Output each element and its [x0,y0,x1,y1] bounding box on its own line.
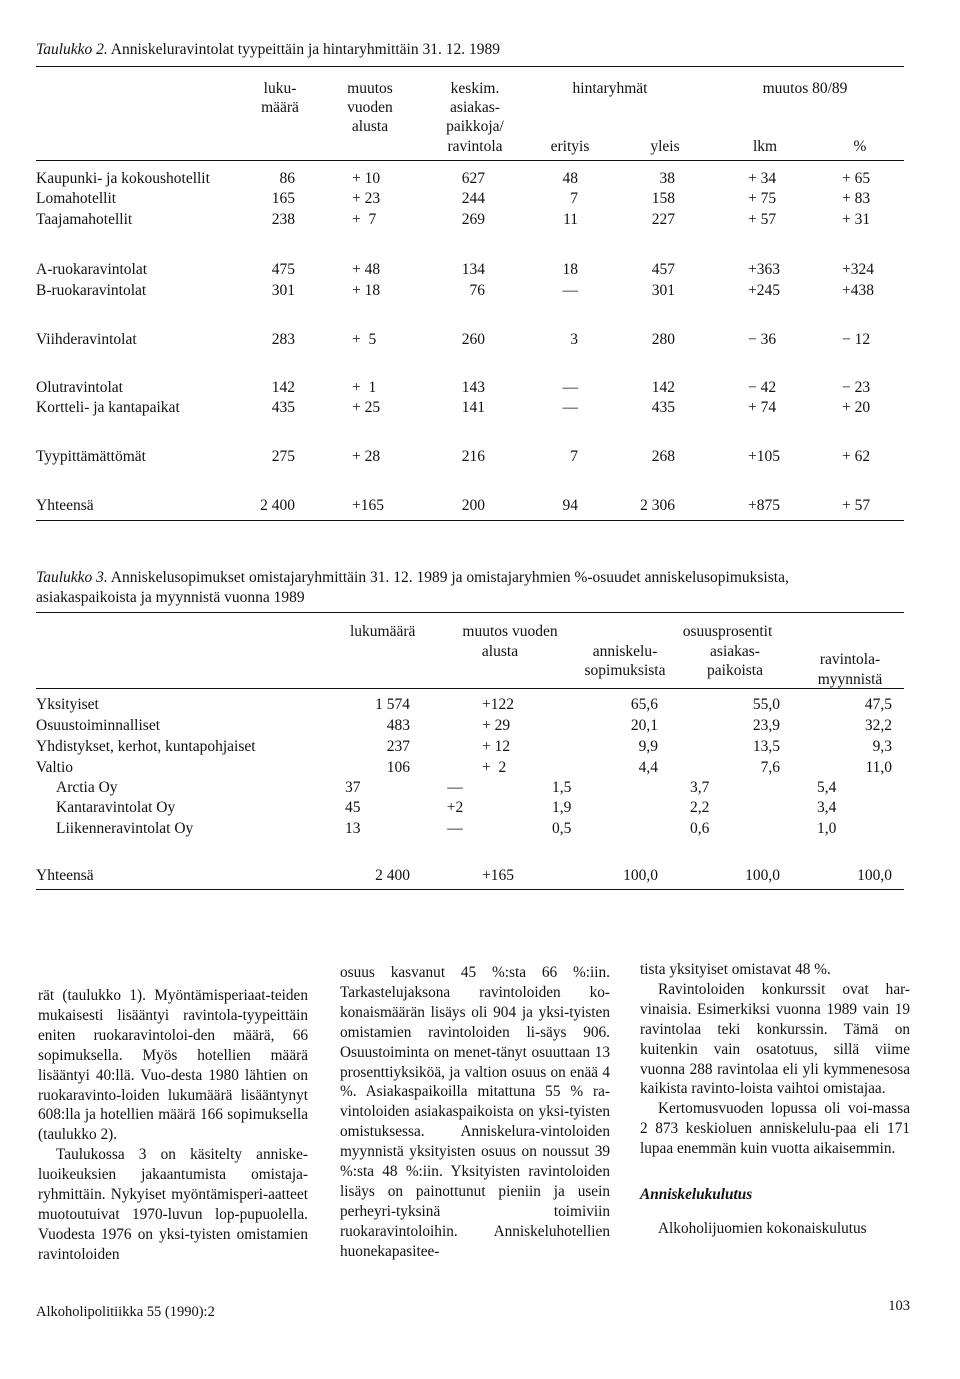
cell-yleis: 268 [651,448,675,465]
cell-anniskelu: 100,0 [623,867,658,884]
cell-luku: 142 [271,379,295,396]
cell-asiakas: 0,6 [690,820,710,837]
t2-head-yleis: yleis [650,138,680,155]
table2-header-rule [36,160,904,161]
cell-muutos: + 7 [352,211,377,228]
cell-luku: 238 [271,211,295,228]
row-label: Taajamahotellit [36,211,133,228]
cell-muutos: + 12 [482,738,511,755]
cell-keskim: 627 [461,170,485,187]
cell-keskim: 244 [461,190,485,207]
cell-luku: 86 [279,170,295,187]
cell-muutos: + 5 [352,331,377,348]
page-number: 103 [888,1298,910,1314]
t3-head-lukumaara: lukumäärä [350,623,416,640]
text-column-2 [340,963,610,1262]
table3-caption-line1 [36,568,789,588]
cell-keskim: 141 [461,399,485,416]
text-column-1 [38,986,308,1265]
text-column-3 [640,960,910,1239]
cell-keskim: 134 [461,261,485,278]
cell-luku: 237 [386,738,410,755]
table3-top-rule [36,612,904,613]
t3-head-asiakas-2: paikoista [707,662,763,679]
cell-luku: 2 400 [260,497,295,514]
cell-lkm: + 34 [748,170,777,187]
row-label: Yhteensä [36,497,94,514]
cell-anniskelu: 0,5 [552,820,572,837]
cell-muutos: + 2 [482,759,507,776]
paragraph: Taulukossa 3 on käsitelty anniske-luoikeuksien jakaantumista omistaja-ryhmittäin. Nykyiset myöntämisperi-aatteet muotoutuivat 1970-luvun lop-pupuolella. Vuodesta 1976 on yksi-tyisten omistamien ravintoloiden [38,1146,308,1263]
cell-lkm: +105 [748,448,780,465]
row-label: Viihderavintolat [36,331,137,348]
table3-caption-label: Taulukko 3. [36,569,108,586]
row-label: Yksityiset [36,696,99,713]
table2-caption [36,40,500,60]
t3-head-anniskelu-1: anniskelu- [592,643,658,660]
cell-luku: 275 [271,448,295,465]
t3-head-muutos-2: alusta [481,643,519,660]
cell-muutos: +2 [446,799,464,816]
cell-ravintola: 47,5 [864,696,892,713]
cell-luku: 45 [345,799,361,816]
cell-keskim: 269 [461,211,485,228]
cell-keskim: 216 [461,448,485,465]
cell-luku: 37 [345,779,361,796]
row-label: Kantaravintolat Oy [56,799,176,816]
table3-caption-text: Anniskelusopimukset omistajaryhmittäin 31. 12. 1989 ja omistajaryhmien %-osuudet anniskelusopimuksista, [107,569,789,586]
t2-head-lukumaara-2: määrä [261,99,299,116]
cell-muutos: + 25 [352,399,381,416]
cell-keskim: 143 [461,379,485,396]
t2-head-muutos-2: vuoden [347,99,393,116]
cell-keskim: 260 [461,331,485,348]
cell-erityis: 7 [570,448,578,465]
cell-pct: − 12 [842,331,871,348]
cell-anniskelu: 1,5 [552,779,572,796]
row-label: Arctia Oy [56,779,118,796]
cell-luku: 475 [271,261,295,278]
cell-yleis: 227 [651,211,675,228]
cell-muutos: +165 [352,497,384,514]
t3-head-muutos-1: muutos vuoden [462,623,558,640]
cell-ravintola: 9,3 [872,738,892,755]
cell-asiakas: 7,6 [760,759,780,776]
paragraph: osuus kasvanut 45 %:sta 66 %:iin. Tarkastelujaksona ravintoloiden ko-konaismäärän lisäys oli 904 ja yksi-tyisten omistamien ravintoloiden li-säys 906. Osuustoiminta on menet-tänyt osuuttaan 13 prosenttiyksiköä, ja valtion osuus on enää 4 %. Asiakaspaikoilla mitattuna 55 % ra-vintoloiden asiakaspaikoista on yksi-tyisten omistuksessa. Anniskelura-vintoloiden myynnistä yksityisten osuus on noussut 39 %:sta 48 %:iin. Yksityisten ravintoloiden lisäys on painottunut pieniin ja usein perheyri-tyksinä toimiviin ruokaravintoloihin. Anniskeluhotellien huonekapasitee- [340,964,610,1260]
cell-erityis: 3 [570,331,578,348]
cell-luku: 1 574 [375,696,410,713]
cell-yleis: 457 [651,261,675,278]
cell-pct: + 31 [842,211,871,228]
cell-pct: + 57 [842,497,871,514]
t3-head-ravintola-1: ravintola- [819,651,881,668]
cell-lkm: +875 [748,497,780,514]
row-label: Yhdistykset, kerhot, kuntapohjaiset [36,738,256,755]
cell-lkm: + 57 [748,211,777,228]
t3-head-anniskelu-2: sopimuksista [584,662,666,679]
cell-lkm: − 42 [748,379,777,396]
table2-top-rule [36,66,904,67]
row-label: Kaupunki- ja kokoushotellit [36,170,210,187]
row-label: Kortteli- ja kantapaikat [36,399,180,416]
cell-keskim: 76 [469,282,485,299]
row-label: A-ruokaravintolat [36,261,148,278]
t2-head-muutos-3: alusta [351,118,389,135]
cell-pct: +324 [842,261,874,278]
cell-asiakas: 3,7 [690,779,710,796]
paragraph: Ravintoloiden konkurssit ovat har-vinaisia. Esimerkiksi vuonna 1989 vain 19 ravintolaa teki konkurssin. Tämä on kuitenkin vain osatotuus, sillä viime vuonna 288 ravintolaa eli yli kymmenesosa kaikista ravinto-loista vaihtoi omistajaa. [640,980,910,1098]
paragraph: Kertomusvuoden lopussa oli voi-massa 2 873 keskioluen anniskelulu-paa eli 171 lupaa enemmän kuin vuotta aikaisemmin. [640,1100,910,1158]
cell-muutos: + 10 [352,170,381,187]
cell-pct: − 23 [842,379,871,396]
cell-anniskelu: 65,6 [630,696,658,713]
cell-asiakas: 2,2 [690,799,710,816]
t2-head-hintaryhmat: hintaryhmät [572,80,648,97]
cell-yleis: 142 [651,379,675,396]
row-label: Valtio [36,759,74,776]
cell-pct: + 62 [842,448,871,465]
t2-head-keskim-2: asiakas- [450,99,500,116]
row-label: Liikenneravintolat Oy [56,820,194,837]
cell-erityis: 48 [562,170,578,187]
cell-ravintola: 3,4 [817,799,837,816]
cell-luku: 483 [386,717,410,734]
cell-asiakas: 13,5 [752,738,780,755]
cell-muutos: +122 [482,696,514,713]
t2-head-keskim-4: ravintola [447,138,503,155]
row-label: Osuustoiminnalliset [36,717,160,734]
cell-luku: 301 [271,282,295,299]
paragraph: Alkoholijuomien kokonaiskulutus [658,1219,867,1237]
paragraph: tista yksityiset omistavat 48 %. [640,961,831,978]
cell-anniskelu: 20,1 [630,717,658,734]
cell-yleis: 301 [651,282,675,299]
cell-keskim: 200 [461,497,485,514]
cell-luku: 435 [271,399,295,416]
cell-ravintola: 100,0 [857,867,892,884]
cell-yleis: 2 306 [640,497,675,514]
cell-luku: 13 [345,820,361,837]
row-label: Tyypittämättömät [36,448,146,465]
cell-yleis: 158 [651,190,675,207]
cell-pct: + 20 [842,399,871,416]
cell-asiakas: 100,0 [745,867,780,884]
cell-anniskelu: 1,9 [552,799,572,816]
table2-caption-label: Taulukko 2. [36,41,108,58]
cell-ravintola: 1,0 [817,820,837,837]
cell-yleis: 280 [651,331,675,348]
cell-muutos: — [447,779,463,796]
cell-muutos: + 48 [352,261,381,278]
t2-head-lukumaara-1: luku- [263,80,297,97]
cell-pct: + 83 [842,190,871,207]
row-label: Olutravintolat [36,379,123,396]
t2-head-erityis: erityis [550,138,590,155]
cell-muutos: — [447,820,463,837]
table2-caption-text: Anniskeluravintolat tyypeittäin ja hintaryhmittäin 31. 12. 1989 [107,41,500,58]
cell-asiakas: 23,9 [752,717,780,734]
cell-erityis: 7 [570,190,578,207]
cell-erityis: — [562,379,578,396]
table2-bottom-rule [36,520,904,521]
cell-luku: 283 [271,331,295,348]
cell-lkm: +245 [748,282,780,299]
cell-luku: 106 [386,759,410,776]
t3-head-asiakas-1: asiakas- [710,643,760,660]
cell-erityis: — [562,282,578,299]
cell-erityis: 18 [562,261,578,278]
cell-pct: +438 [842,282,874,299]
cell-erityis: 94 [562,497,578,514]
cell-pct: + 65 [842,170,871,187]
paragraph: rät (taulukko 1). Myöntämisperiaat-teiden mukaisesti lisääntyi ravintola-tyypeittäin eniten ruokaravintoloi-den määrä, 66 sopimuksella. Myös hotellien määrä lisääntyi 40:llä. Vuo-desta 1980 lähtien on ruokaravinto-loiden lukumäärä lisääntynyt 608:lla ja hotellien määrä 166 sopimuksella (taulukko 2). [38,987,308,1144]
t2-head-keskim-3: paikkoja/ [446,118,504,135]
cell-muutos: +165 [482,867,514,884]
cell-ravintola: 5,4 [817,779,837,796]
row-label: Yhteensä [36,867,94,884]
t3-head-osuusprosentit: osuusprosentit [682,623,773,640]
journal-footer: Alkoholipolitiikka 55 (1990):2 [36,1304,215,1320]
cell-lkm: +363 [748,261,780,278]
t2-head-muutos-1: muutos [347,80,393,97]
cell-asiakas: 55,0 [752,696,780,713]
t2-head-muutos8089: muutos 80/89 [762,80,848,97]
cell-yleis: 435 [651,399,675,416]
table3-bottom-rule [36,889,904,890]
t2-head-lkm: lkm [752,138,778,155]
cell-anniskelu: 9,9 [638,738,658,755]
cell-lkm: − 36 [748,331,777,348]
cell-muutos: + 28 [352,448,381,465]
cell-muutos: + 18 [352,282,381,299]
cell-yleis: 38 [659,170,675,187]
table3-header-rule [36,688,904,689]
cell-erityis: — [562,399,578,416]
row-label: B-ruokaravintolat [36,282,147,299]
cell-ravintola: 32,2 [864,717,892,734]
cell-muutos: + 1 [352,379,377,396]
section-heading: Anniskelukulutus [640,1186,753,1204]
cell-anniskelu: 4,4 [638,759,658,776]
cell-ravintola: 11,0 [865,759,892,776]
cell-erityis: 11 [563,211,578,228]
cell-muutos: + 23 [352,190,381,207]
t3-head-ravintola-2: myynnistä [817,671,883,688]
table3-caption-line2: asiakaspaikoista ja myynnistä vuonna 1989 [36,589,305,606]
cell-lkm: + 75 [748,190,777,207]
cell-lkm: + 74 [748,399,777,416]
row-label: Lomahotellit [36,190,117,207]
t2-head-pct: % [853,138,867,155]
t2-head-keskim-1: keskim. [450,80,500,97]
cell-muutos: + 29 [482,717,511,734]
cell-luku: 165 [271,190,295,207]
cell-luku: 2 400 [375,867,410,884]
